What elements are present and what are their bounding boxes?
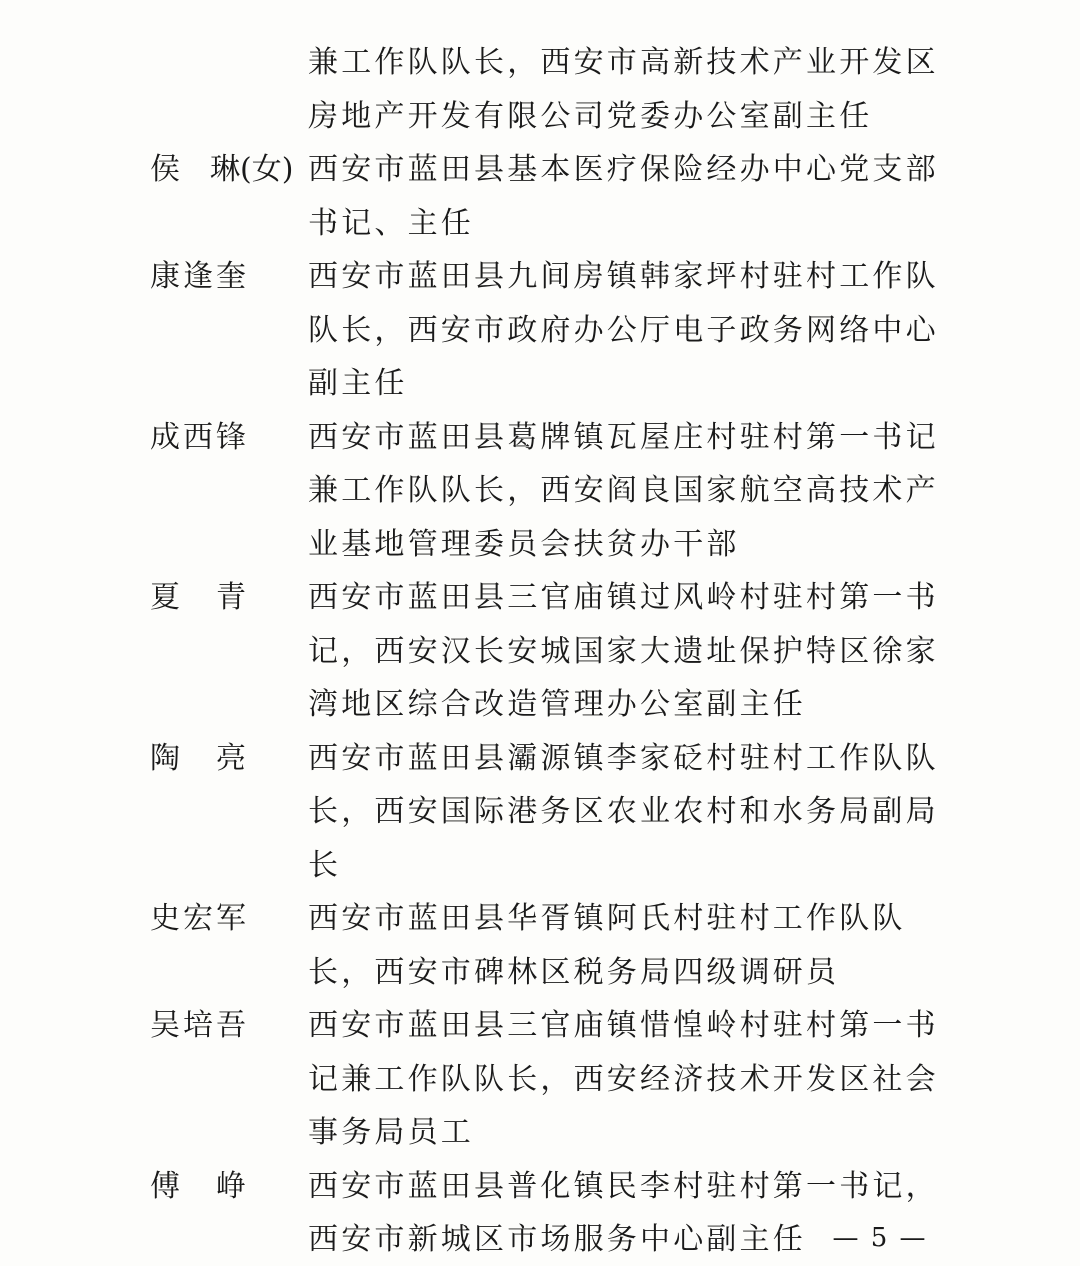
- person-description: 西安市蓝田县华胥镇阿氏村驻村工作队队长，西安市碑林区税务局四级调研员: [308, 901, 906, 990]
- person-name: 夏 青: [150, 580, 249, 615]
- person-name: 吴培吾: [150, 1008, 249, 1043]
- person-name: 史宏军: [150, 901, 249, 936]
- list-item: [150, 892, 960, 999]
- person-name: 陶 亮: [150, 740, 249, 776]
- continuation-text: 兼工作队队长，西安市高新技术产业开发区房地产开发有限公司党委办公室副主任: [308, 45, 939, 134]
- list-item: [150, 999, 960, 1160]
- list-item: [150, 143, 960, 250]
- person-description: 西安市蓝田县九间房镇韩家坪村驻村工作队队长，西安市政府办公厅电子政务网络中心副主任: [308, 259, 939, 401]
- person-description: 西安市蓝田县三官庙镇过风岭村驻村第一书记，西安汉长安城国家大遗址保护特区徐家湾地区综合改造管理办公室副主任: [308, 580, 939, 722]
- person-description: 西安市蓝田县灞源镇李家砭村驻村工作队队长，西安国际港务区农业农村和水务局副局长: [308, 740, 939, 883]
- list-item: [150, 732, 960, 893]
- personnel-list: [150, 36, 960, 1267]
- list-item: [150, 250, 960, 411]
- person-name: 康逢奎: [150, 259, 249, 294]
- person-name: 侯 琳(女): [150, 152, 294, 187]
- person-name: 傅 峥: [150, 1168, 249, 1204]
- list-item: [150, 571, 960, 732]
- person-description: 西安市蓝田县三官庙镇惜惶岭村驻村第一书记兼工作队队长，西安经济技术开发区社会事务局员工: [308, 1008, 939, 1150]
- person-description: 西安市蓝田县葛牌镇瓦屋庄村驻村第一书记兼工作队队长，西安阎良国家航空高技术产业基地管理委员会扶贫办干部: [308, 419, 939, 562]
- person-description: 西安市蓝田县基本医疗保险经办中心党支部书记、主任: [308, 152, 939, 241]
- person-description: 西安市蓝田县普化镇民李村驻村第一书记，西安市新城区市场服务中心副主任: [308, 1168, 939, 1257]
- list-item: [150, 36, 960, 143]
- list-item: [150, 411, 960, 572]
- person-name: 成西锋: [150, 419, 249, 455]
- page-number: — 5 —: [832, 1223, 928, 1253]
